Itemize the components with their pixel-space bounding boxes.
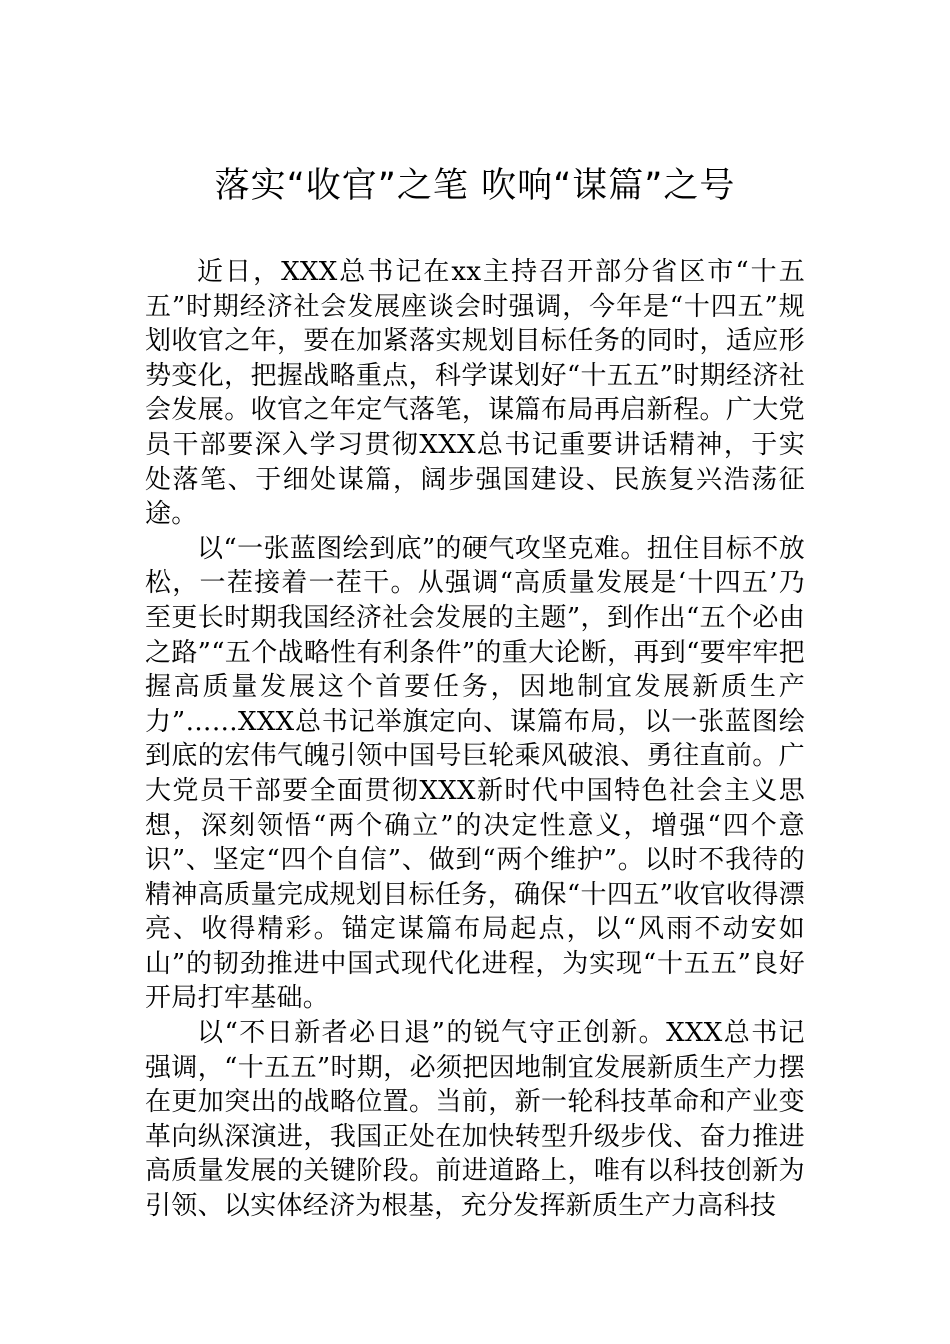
paragraph-2: 以“一张蓝图绘到底”的硬气攻坚克难。扭住目标不放松，一茬接着一茬干。从强调“高质量发展是‘十四五’乃至更长时期我国经济社会发展的主题”，到作出“五个必由之路”“五个战略性有利条件”的重大论断，再到“要牢牢把握高质量发展这个首要任务，因地制宜发展新质生产力”……XXX总书记举旗定向、谋篇布局，以一张蓝图绘到底的宏伟气魄引领中国号巨轮乘风破浪、勇往直前。广大党员干部要全面贯彻XXX新时代中国特色社会主义思想，深刻领悟“两个确立”的决定性意义，增强“四个意识”、坚定“四个自信”、做到“两个维护”。以时不我待的精神高质量完成规划目标任务，确保“十四五”收官收得漂亮、收得精彩。锚定谋篇布局起点，以“风雨不动安如山”的韧劲推进中国式现代化进程，为实现“十五五”良好开局打牢基础。 [145,533,805,1014]
document-title: 落实“收官”之笔 吹响“谋篇”之号 [214,166,736,206]
document-body [145,255,805,1224]
paragraph-3: 以“不日新者必日退”的锐气守正创新。XXX总书记强调，“十五五”时期，必须把因地制宜发展新质生产力摆在更加突出的战略位置。当前，新一轮科技革命和产业变革向纵深演进，我国正处在加快转型升级步伐、奋力推进高质量发展的关键阶段。前进道路上，唯有以科技创新为引领、以实体经济为根基，充分发挥新质生产力高科技 [145,1018,805,1222]
paragraph-1: 近日，XXX总书记在xx主持召开部分省区市“十五五”时期经济社会发展座谈会时强调，今年是“十四五”规划收官之年，要在加紧落实规划目标任务的同时，适应形势变化，把握战略重点，科学谋划好“十五五”时期经济社会发展。收官之年定气落笔，谋篇布局再启新程。广大党员干部要深入学习贯彻XXX总书记重要讲话精神，于实处落笔、于细处谋篇，阔步强国建设、民族复兴浩荡征途。 [145,257,805,530]
